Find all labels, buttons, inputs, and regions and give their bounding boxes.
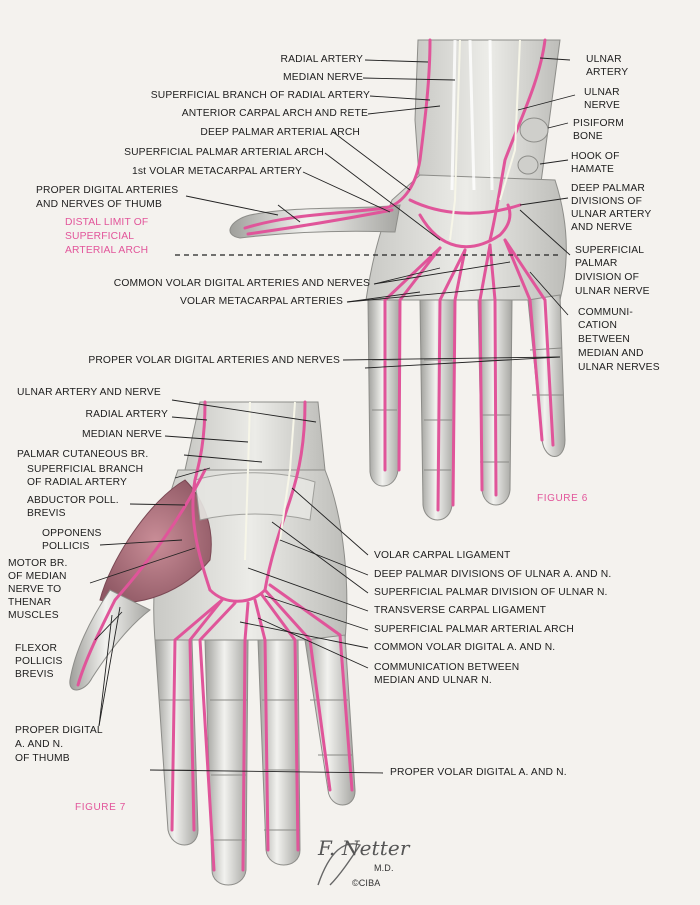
label-pisiform-1: PISIFORM [573,118,624,129]
label-superficial-palmar-div-4: ULNAR NERVE [575,286,650,297]
label-f7-communication-1: COMMUNICATION BETWEEN [374,662,520,673]
label-deep-palmar-arch: DEEP PALMAR ARTERIAL ARCH [200,127,360,138]
label-f7-proper-volar-digital: PROPER VOLAR DIGITAL A. AND N. [390,767,567,778]
label-proper-thumb-3: OF THUMB [15,753,70,764]
label-communication-3: BETWEEN [578,334,630,345]
label-motor-5: MUSCLES [8,610,59,621]
label-pisiform-2: BONE [573,131,603,142]
label-superficial-palmar-division: SUPERFICIAL PALMAR DIVISION OF ULNAR N. [374,587,608,598]
label-distal-limit-2: SUPERFICIAL [65,231,135,242]
figure-7-caption: FIGURE 7 [75,802,126,813]
label-superficial-palmar-arch: SUPERFICIAL PALMAR ARTERIAL ARCH [124,147,324,158]
label-f7-radial-artery: RADIAL ARTERY [85,409,168,420]
label-hook-hamate-2: HAMATE [571,164,615,175]
label-flexor-2: POLLICIS [15,656,63,667]
label-communication-1: COMMUNI- [578,307,633,318]
label-flexor-1: FLEXOR [15,643,58,654]
label-deep-palmar-div-4: AND NERVE [571,222,633,233]
label-anterior-carpal-arch: ANTERIOR CARPAL ARCH AND RETE [181,108,368,119]
label-distal-limit-1: DISTAL LIMIT OF [65,217,149,228]
label-volar-metacarpal: VOLAR METACARPAL ARTERIES [179,296,343,307]
label-motor-1: MOTOR BR. [8,558,68,569]
label-ulnar-artery-2: ARTERY [586,67,629,78]
label-ulnar-artery-nerve: ULNAR ARTERY AND NERVE [17,387,161,398]
label-proper-thumb-2: A. AND N. [15,739,64,750]
label-distal-limit-3: ARTERIAL ARCH [65,245,149,256]
figure-6-caption: FIGURE 6 [537,493,588,504]
artist-signature: F. Netter [318,836,410,860]
label-proper-digital-thumb-2: AND NERVES OF THUMB [36,199,163,210]
label-ulnar-nerve-1: ULNAR [584,87,620,98]
label-superficial-branch-radial: SUPERFICIAL BRANCH OF RADIAL ARTERY [150,90,370,101]
label-f7-common-volar-digital: COMMON VOLAR DIGITAL A. AND N. [374,642,556,653]
label-deep-palmar-div-3: ULNAR ARTERY [571,209,652,220]
label-opponens-1: OPPONENS [42,528,102,539]
label-palmar-cutaneous: PALMAR CUTANEOUS BR. [17,449,149,460]
label-transverse-carpal: TRANSVERSE CARPAL LIGAMENT [374,605,547,616]
label-motor-2: OF MEDIAN [8,571,67,582]
label-superficial-palmar-div-1: SUPERFICIAL [575,245,645,256]
label-proper-volar-digital: PROPER VOLAR DIGITAL ARTERIES AND NERVES [88,355,340,366]
label-flexor-3: BREVIS [15,669,54,680]
label-radial-artery: RADIAL ARTERY [280,54,363,65]
label-first-volar-metacarpal: 1st VOLAR METACARPAL ARTERY [132,166,302,177]
label-proper-thumb-1: PROPER DIGITAL [15,725,103,736]
label-motor-3: NERVE TO [8,584,62,595]
label-communication-4: MEDIAN AND [578,348,644,359]
label-ulnar-artery-1: ULNAR [586,54,622,65]
label-common-volar-digital: COMMON VOLAR DIGITAL ARTERIES AND NERVES [113,278,370,289]
label-superficial-branch-2: OF RADIAL ARTERY [27,477,128,488]
copyright-ciba: ©CIBA [352,878,381,888]
label-deep-palmar-div-1: DEEP PALMAR [571,183,645,194]
label-superficial-branch-1: SUPERFICIAL BRANCH [27,464,144,475]
label-ulnar-nerve-2: NERVE [584,100,621,111]
label-opponens-2: POLLICIS [42,541,90,552]
label-f7-superficial-palmar-arch: SUPERFICIAL PALMAR ARTERIAL ARCH [374,624,574,635]
label-f7-median-nerve: MEDIAN NERVE [82,429,162,440]
label-f7-communication-2: MEDIAN AND ULNAR N. [374,675,492,686]
label-superficial-palmar-div-2: PALMAR [575,258,618,269]
label-hook-hamate-1: HOOK OF [571,151,620,162]
signature-md: M.D. [374,863,394,873]
label-superficial-palmar-div-3: DIVISION OF [575,272,640,283]
label-deep-palmar-divisions: DEEP PALMAR DIVISIONS OF ULNAR A. AND N. [374,569,612,580]
label-communication-5: ULNAR NERVES [578,362,660,373]
label-median-nerve: MEDIAN NERVE [283,72,363,83]
label-deep-palmar-div-2: DIVISIONS OF [571,196,643,207]
label-abductor-2: BREVIS [27,508,66,519]
label-volar-carpal-ligament: VOLAR CARPAL LIGAMENT [374,550,511,561]
label-proper-digital-thumb-1: PROPER DIGITAL ARTERIES [36,185,179,196]
label-motor-4: THENAR [8,597,52,608]
label-abductor-1: ABDUCTOR POLL. [27,495,119,506]
label-communication-2: CATION [578,320,618,331]
